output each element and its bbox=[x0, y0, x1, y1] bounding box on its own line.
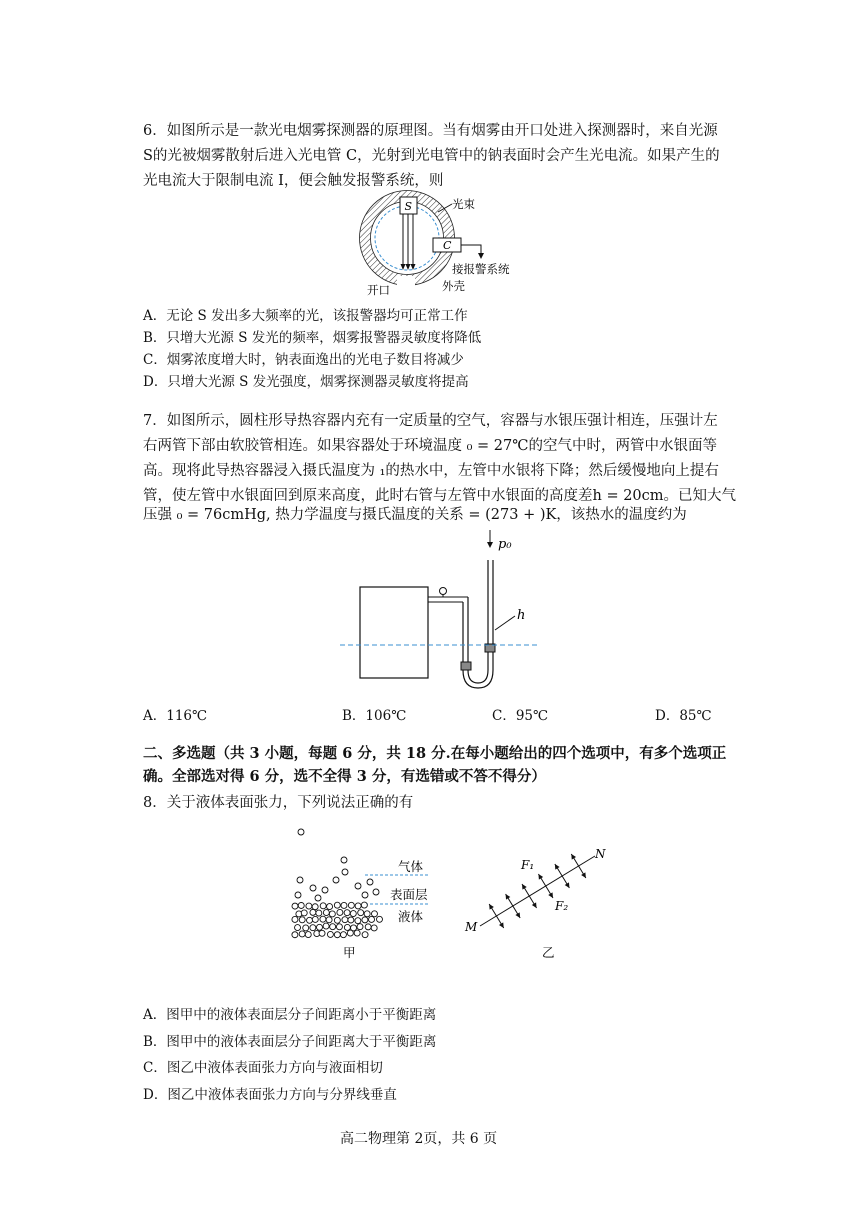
molecule bbox=[312, 916, 318, 922]
q7-line-3: 高。现将此导热容器浸入摄氏温度为 ₁的热水中，左管中水银将下降；然后缓慢地向上提右 bbox=[143, 463, 719, 479]
molecule bbox=[350, 911, 356, 917]
molecule bbox=[323, 910, 329, 916]
molecule bbox=[347, 930, 353, 936]
molecule bbox=[315, 895, 321, 901]
beam-label: 光束 bbox=[452, 197, 475, 211]
q7-line-5: 压强 ₀ = 76cmHg, 热力学温度与摄氏温度的关系 = (273 + )K，该热水的温度约为 bbox=[143, 507, 687, 523]
molecule bbox=[292, 903, 298, 909]
molecule bbox=[298, 829, 304, 835]
figure-jia-caption: 甲 bbox=[343, 945, 356, 960]
q6-option-b[interactable]: B．只增大光源 S 发光的频率，烟雾报警器灵敏度将降低 bbox=[143, 330, 482, 346]
molecule bbox=[336, 924, 342, 930]
molecule bbox=[357, 924, 363, 930]
molecule bbox=[307, 917, 313, 923]
molecule bbox=[297, 877, 303, 883]
q6-line-1: 6．如图所示是一款光电烟雾探测器的原理图。当有烟雾由开口处进入探测器时，来自光源 bbox=[143, 123, 718, 139]
q7-option-c[interactable]: C．95℃ bbox=[492, 708, 549, 724]
page-footer: 高二物理第 2页，共 6 页 bbox=[340, 1131, 498, 1147]
molecule bbox=[341, 857, 347, 863]
molecule bbox=[367, 879, 373, 885]
molecule bbox=[364, 911, 370, 917]
molecule bbox=[299, 917, 305, 923]
molecule bbox=[292, 932, 298, 938]
molecule bbox=[310, 885, 316, 891]
n-label: N bbox=[595, 847, 606, 861]
molecule bbox=[344, 924, 350, 930]
molecule bbox=[362, 892, 368, 898]
molecule bbox=[295, 925, 301, 931]
molecule bbox=[312, 904, 318, 910]
molecule bbox=[310, 925, 316, 931]
molecule bbox=[340, 932, 346, 938]
container bbox=[360, 587, 428, 678]
molecule bbox=[292, 916, 298, 922]
source-label: S bbox=[404, 200, 413, 213]
gas-label: 气体 bbox=[398, 859, 424, 874]
valve bbox=[440, 588, 447, 595]
q8-stem: 8．关于液体表面张力，下列说法正确的有 bbox=[143, 795, 414, 811]
molecule bbox=[301, 910, 307, 916]
molecule bbox=[355, 903, 361, 909]
section-2-line-1: 二、多选题（共 3 小题，每题 6 分，共 18 分.在每小题给出的四个选项中，有多个选项正 bbox=[143, 745, 727, 762]
molecule bbox=[355, 918, 361, 924]
f1-label: F₁ bbox=[521, 858, 535, 872]
section-2-line-2: 确。全部选对得 6 分，选不全得 3 分，有选错或不答不得分） bbox=[143, 768, 546, 785]
molecule bbox=[295, 892, 301, 898]
molecule bbox=[327, 931, 333, 937]
m-label: M bbox=[465, 920, 478, 934]
molecule bbox=[326, 917, 332, 923]
molecule bbox=[362, 917, 368, 923]
molecule bbox=[310, 909, 316, 915]
surface-molecule-diagram bbox=[270, 820, 450, 965]
molecule bbox=[348, 902, 354, 908]
molecule bbox=[371, 925, 377, 931]
molecule bbox=[334, 917, 340, 923]
f2-label: F₂ bbox=[555, 899, 569, 913]
left-joint bbox=[461, 662, 471, 670]
molecule bbox=[334, 932, 340, 938]
q6-option-c[interactable]: C．烟雾浓度增大时，钠表面逸出的光电子数目将减少 bbox=[143, 352, 464, 368]
liquid-label: 液体 bbox=[398, 909, 424, 924]
q6-option-d[interactable]: D．只增大光源 S 发光强度，烟雾探测器灵敏度将提高 bbox=[143, 374, 469, 390]
molecule bbox=[319, 930, 325, 936]
molecule bbox=[365, 924, 371, 930]
molecule bbox=[369, 916, 375, 922]
molecule bbox=[320, 903, 326, 909]
molecule bbox=[371, 911, 377, 917]
phototube-label: C bbox=[443, 239, 452, 252]
molecule bbox=[333, 877, 339, 883]
opening-label: 开口 bbox=[367, 283, 390, 297]
molecule bbox=[341, 902, 347, 908]
molecule bbox=[322, 887, 328, 893]
molecule bbox=[348, 917, 354, 923]
molecule bbox=[327, 904, 333, 910]
molecule bbox=[298, 902, 304, 908]
molecule bbox=[342, 869, 348, 875]
q7-option-d[interactable]: D．85℃ bbox=[655, 708, 712, 724]
h-label: h bbox=[517, 608, 526, 623]
molecule bbox=[329, 911, 335, 917]
q8-option-c[interactable]: C．图乙中液体表面张力方向与液面相切 bbox=[143, 1060, 383, 1076]
manometer-diagram bbox=[340, 530, 540, 695]
molecule bbox=[361, 902, 367, 908]
q6-line-3: 光电流大于限制电流 I，便会触发报警系统，则 bbox=[143, 173, 444, 189]
q6-option-a[interactable]: A．无论 S 发出多大频率的光，该报警器均可正常工作 bbox=[143, 308, 468, 324]
molecule bbox=[306, 903, 312, 909]
figure-yi-caption: 乙 bbox=[542, 945, 555, 960]
p0-label: p₀ bbox=[498, 537, 512, 552]
molecule bbox=[303, 925, 309, 931]
q7-line-4: 管，使左管中水银面回到原来高度，此时右管与左管中水银面的高度差h = 20cm。已知大气 bbox=[143, 488, 737, 504]
molecule bbox=[342, 917, 348, 923]
molecule bbox=[358, 910, 364, 916]
molecule bbox=[355, 883, 361, 889]
molecule bbox=[299, 931, 305, 937]
q7-option-b[interactable]: B．106℃ bbox=[342, 708, 407, 724]
smoke-detector-diagram bbox=[345, 190, 545, 298]
beam-circle bbox=[375, 206, 439, 270]
shell-label: 外壳 bbox=[442, 279, 465, 293]
molecule bbox=[320, 916, 326, 922]
q7-line-1: 7．如图所示，圆柱形导热容器内充有一定质量的空气，容器与水银压强计相连，压强计左 bbox=[143, 413, 718, 429]
molecule bbox=[316, 924, 322, 930]
molecule bbox=[344, 910, 350, 916]
alarm-label: 接报警系统 bbox=[452, 262, 510, 276]
molecule bbox=[337, 909, 343, 915]
molecule bbox=[354, 930, 360, 936]
molecule bbox=[323, 923, 329, 929]
q8-option-b[interactable]: B．图甲中的液体表面层分子间距离大于平衡距离 bbox=[143, 1034, 437, 1050]
molecule bbox=[373, 889, 379, 895]
surface-layer-label: 表面层 bbox=[390, 887, 428, 902]
molecule bbox=[362, 932, 368, 938]
q8-option-d[interactable]: D．图乙中液体表面张力方向与分界线垂直 bbox=[143, 1087, 397, 1103]
molecule bbox=[334, 902, 340, 908]
boundary-line-mn bbox=[480, 856, 595, 926]
molecule bbox=[316, 910, 322, 916]
q6-line-2: S的光被烟雾散射后进入光电管 C，光射到光电管中的钠表面时会产生光电流。如果产生的 bbox=[143, 148, 720, 164]
molecule bbox=[376, 916, 382, 922]
molecule bbox=[330, 924, 336, 930]
q7-line-2: 右两管下部由软胶管相连。如果容器处于环境温度 ₀ = 27℃的空气中时，两管中水银面等 bbox=[143, 438, 717, 454]
q7-option-a[interactable]: A．116℃ bbox=[143, 708, 208, 724]
q8-option-a[interactable]: A．图甲中的液体表面层分子间距离小于平衡距离 bbox=[143, 1007, 437, 1023]
molecule bbox=[305, 932, 311, 938]
molecules bbox=[292, 829, 383, 938]
surface-tension-diagram bbox=[455, 838, 625, 963]
